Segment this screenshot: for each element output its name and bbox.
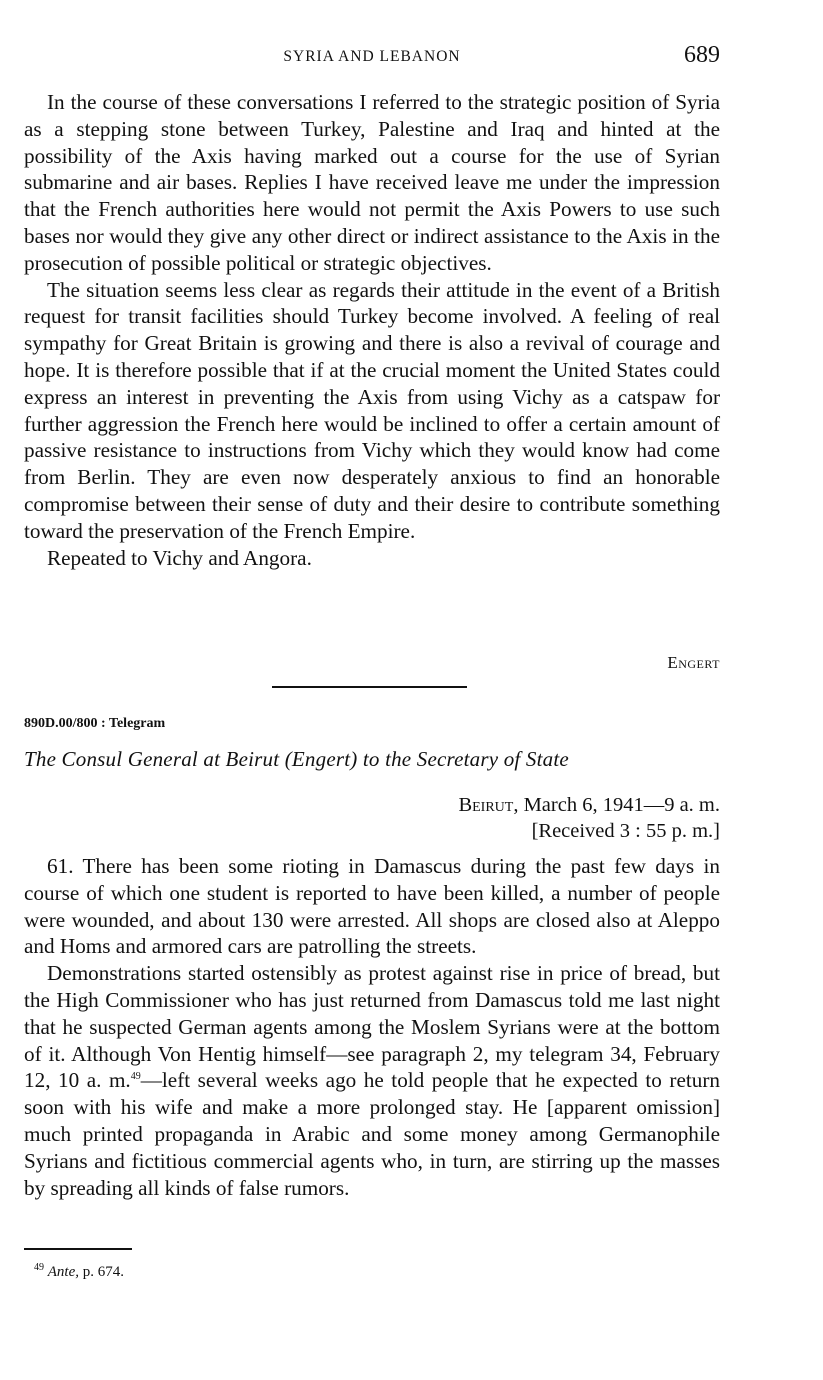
- signature: Engert: [667, 653, 720, 672]
- footnote-divider: [24, 1248, 132, 1250]
- dateline-sent: [458, 792, 720, 818]
- page-header: [24, 44, 720, 74]
- paragraph-axis-bases: In the course of these conversations I referred to the strategic position of Syria as a stepping stone between Turkey, Palestine and Iraq and hinted at the possibility of the Axis having marked out a course for the use of Syrian submarine and air bases. Replies I have received leave me under the impression that the French authorities here would not permit the Axis Powers to use such bases nor would they give any other direct or indirect assistance to the Axis in the prosecution of possible political or strategic objectives.: [24, 90, 720, 275]
- paragraph-transit-facilities: The situation seems less clear as regards their attitude in the event of a British request for transit facilities should Turkey become involved. A feeling of real sympathy for Great Britain is growing and there is also a revival of courage and hope. It is therefore possible that if at the crucial moment the United States could express an interest in preventing the Axis from using Vichy as a catspaw for further aggression the French here would be inclined to offer a certain amount of passive resistance to instructions from Vichy which they would know had come from Berlin. They are even now desperately anxious to find an honorable compromise between their sense of duty and their desire to contribute something toward the preservation of the French Empire.: [24, 277, 720, 543]
- footnote-page: p. 674.: [79, 1264, 124, 1280]
- telegram-title: The Consul General at Beirut (Engert) to the Secretary of State: [24, 747, 569, 771]
- dateline: [458, 792, 720, 844]
- dateline-date: March 6, 1941—9 a. m.: [518, 794, 720, 816]
- footnote-marker: 49: [34, 1262, 44, 1273]
- dateline-place: Beirut,: [458, 794, 519, 816]
- continued-letter: [24, 89, 720, 571]
- demonstrations-text-b: —left several weeks ago he told people that he expected to return soon with his wife and make a more prolonged stay. He [apparent omission] much printed propaganda in Arabic and some money among Germanophile Syrians and fictitious commercial agents who, in turn, are stirring up the masses by spreading all kinds of false rumors.: [24, 1068, 721, 1200]
- paragraph-repeated: Repeated to Vichy and Angora.: [47, 545, 312, 570]
- dateline-received: [Received 3 : 55 p. m.]: [531, 820, 720, 842]
- page-number: 689: [684, 42, 720, 68]
- demonstrations-text-a: Demonstrations started ostensibly as protest against rise in price of bread, but the High Commissioner who has just returned from Damascus told me last night that he suspected German agents among the Moslem Syrians were at the bottom of it. Although Von Hentig himself—see paragraph 2, my telegram 34, February 12, 10 a. m.: [24, 961, 720, 1093]
- footnote: [34, 1264, 124, 1281]
- telegram-body: [24, 853, 720, 1201]
- section-divider: [272, 686, 467, 688]
- footnote-ante: Ante,: [47, 1264, 79, 1280]
- footnote-reference: 49: [130, 1071, 141, 1083]
- paragraph-demonstrations: [24, 960, 720, 1201]
- paragraph-rioting: 61. There has been some rioting in Damascus during the past few days in course of which one student is reported to have been killed, a number of people were wounded, and about 130 were arrested. All shops are closed also at Aleppo and Homs and armored cars are patrolling the streets.: [24, 854, 720, 959]
- running-head: SYRIA AND LEBANON: [283, 48, 461, 65]
- file-reference: 890D.00/800 : Telegram: [24, 716, 166, 731]
